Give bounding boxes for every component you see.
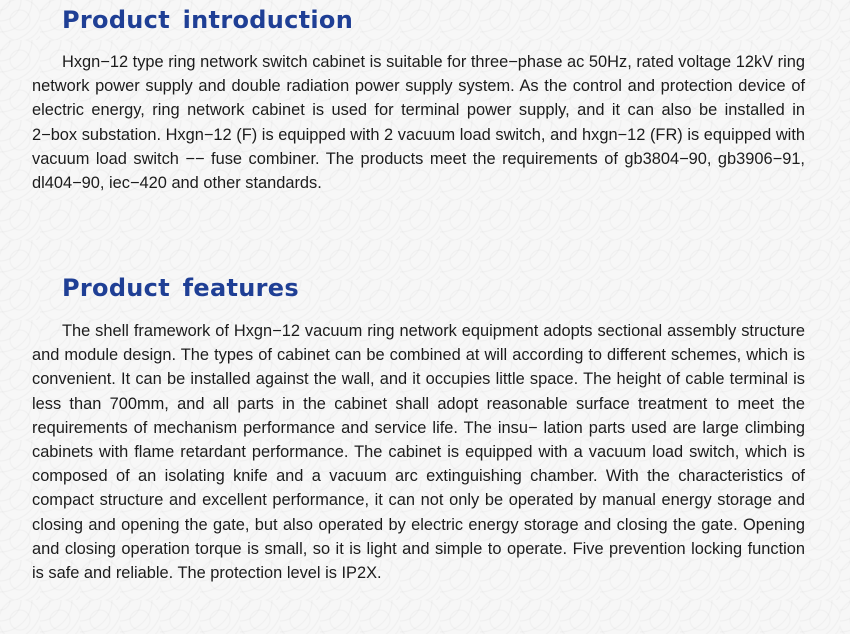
product-introduction-text: Hxgn−12 type ring network switch cabinet is suitable for three−phase ac 50Hz, rated voltage 12kV ring network power supply and double radiation power supply system. As the control and protection device of electric energy, ring network cabinet is used for terminal power supply, and it can also be installed in 2−box substation. Hxgn−12 (F) is equipped with 2 vacuum load switch, and hxgn−12 (FR) is equipped with vacuum load switch −− fuse combiner. The products meet the requirements of gb3804−90, gb3906−91, dl404−90, iec−420 and other standards. — [32, 53, 805, 193]
product-features-text: The shell framework of Hxgn−12 vacuum ring network equipment adopts sectional assembly structure and module design. The types of cabinet can be combined at will according to different schemes, which is convenient. It can be installed against the wall, and it occupies little space. The height of cable terminal is less than 700mm, and all parts in the cabinet shall adopt reasonable surface treatment to meet the requirements of mechanism performance and service life. The insu− lation parts used are large climbing cabinets with flame retardant performance. The cabinet is equipped with a vacuum load switch, which is composed of an isolating knife and a vacuum arc extinguishing chamber. With the characteristics of compact structure and excellent performance, it can not only be operated by manual energy storage and closing and opening the gate, but also operated by electric energy storage and closing the gate. Opening and closing operation torque is small, so it is light and simple to operate. Five prevention locking function is safe and reliable. The protection level is IP2X. — [32, 322, 805, 583]
product-features-heading: Product features — [62, 274, 299, 302]
product-introduction-heading: Product introduction — [62, 6, 354, 34]
